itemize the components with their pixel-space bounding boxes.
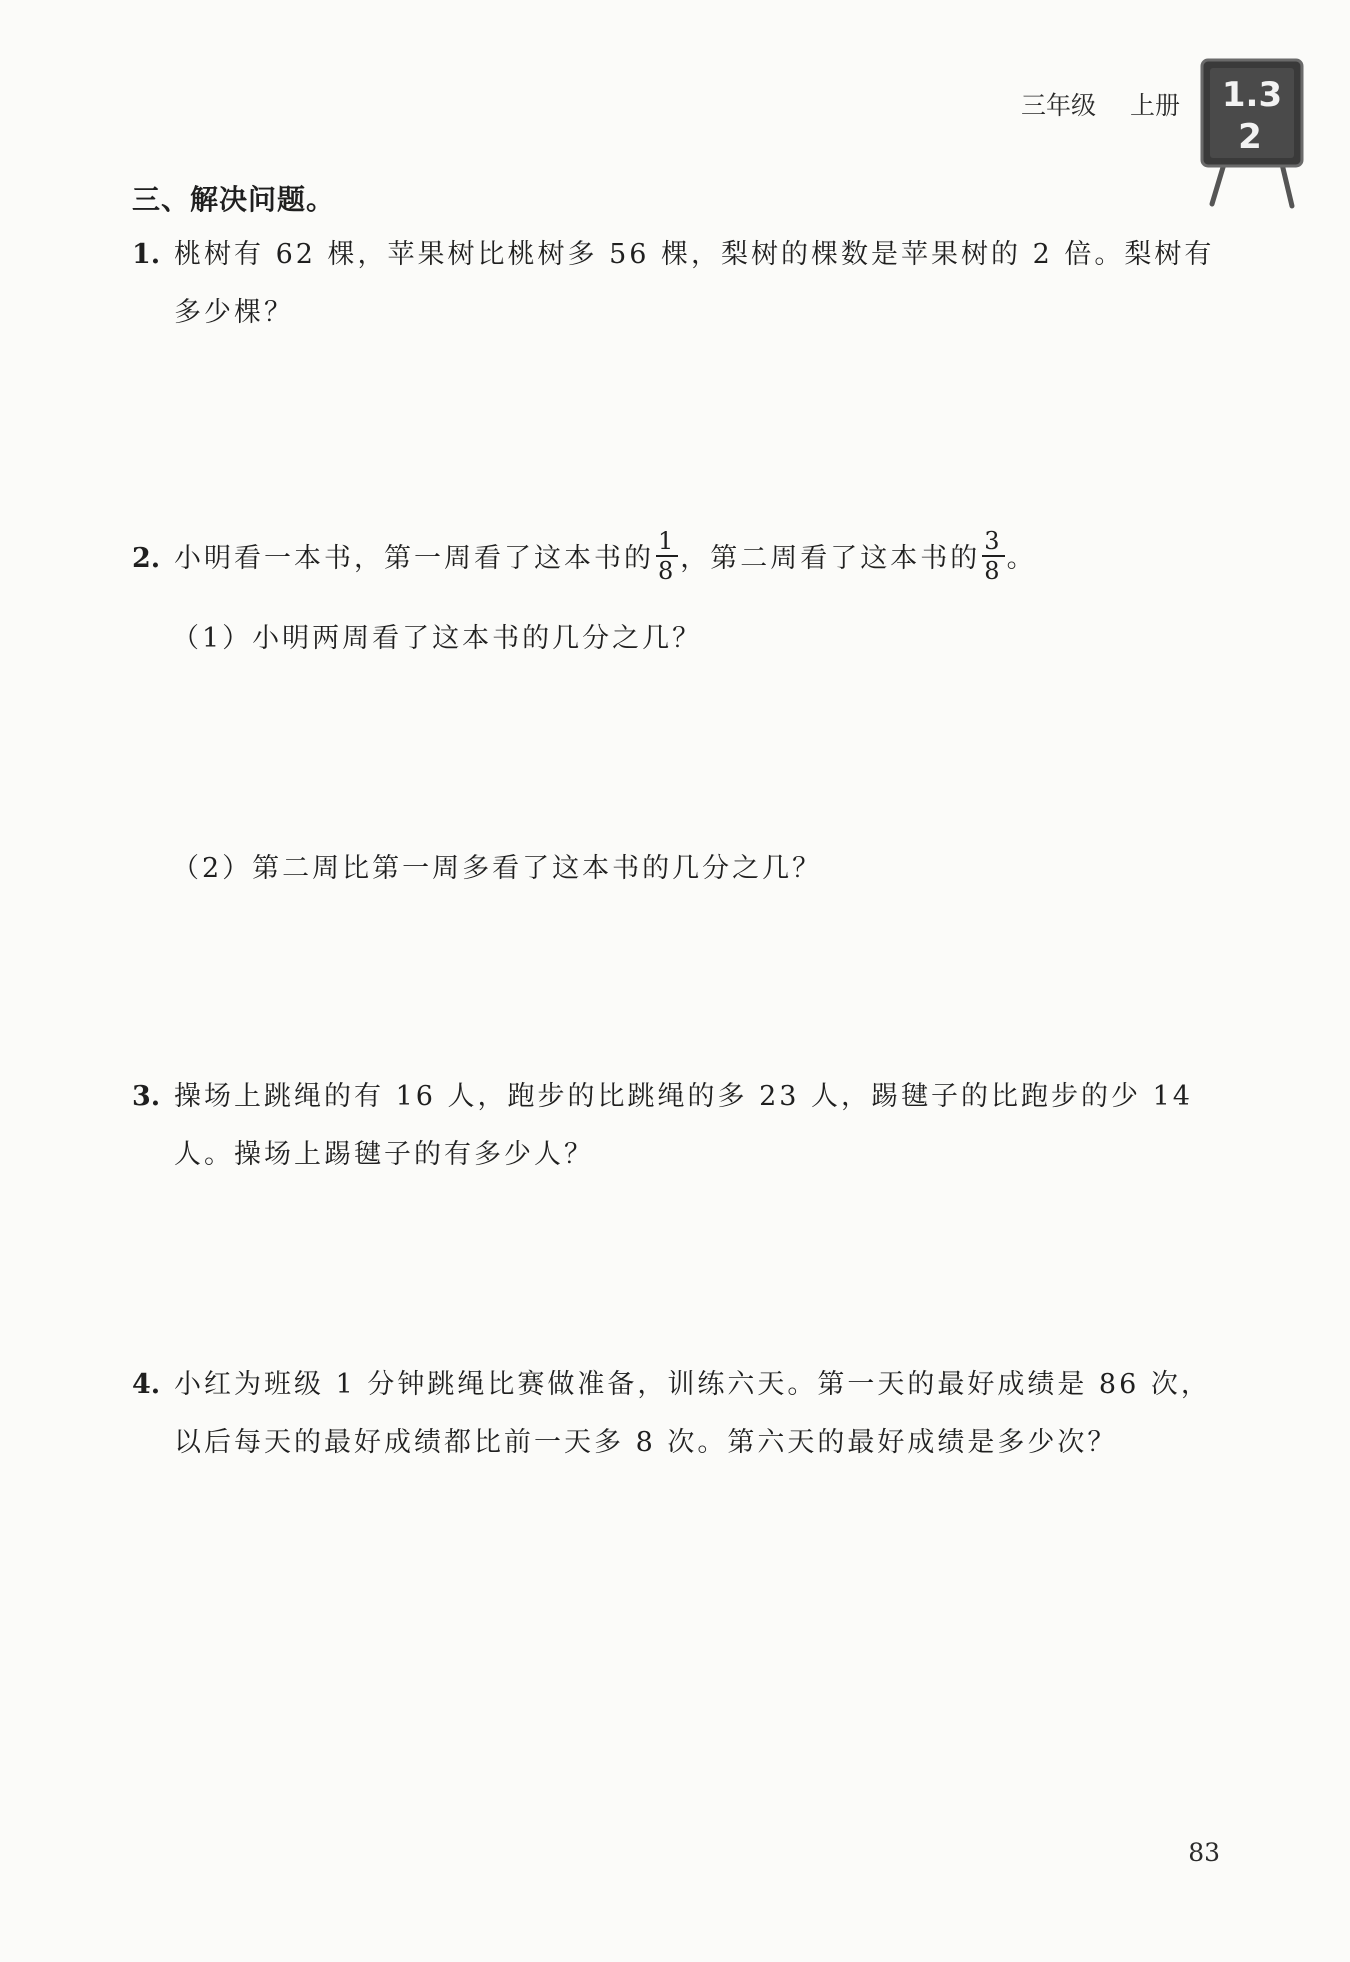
question-number: 4.: [132, 1369, 161, 1400]
question-text-part: ，第二周看了这本书的: [680, 543, 981, 574]
question-text-part: 。: [1006, 543, 1037, 574]
question-1: [132, 226, 1222, 342]
volume-label: 上册: [1129, 91, 1180, 120]
fraction-denominator: 8: [984, 556, 1003, 585]
question-text: 小红为班级 1 分钟跳绳比赛做准备，训练六天。第一天的最好成绩是 86 次，以后每天的最好成绩都比前一天多 8 次。第六天的最好成绩是多少次？: [174, 1369, 1211, 1458]
grade-label: 三年级: [1020, 91, 1096, 120]
question-text: [132, 526, 1222, 588]
fraction-numerator: 1: [658, 526, 677, 555]
question-text: 操场上跳绳的有 16 人，跑步的比跳绳的多 23 人，踢毽子的比跑步的少 14 人。操场上踢毽子的有多少人？: [174, 1081, 1193, 1170]
fraction-numerator: 3: [984, 526, 1003, 555]
page-header: [1021, 86, 1180, 122]
fraction-denominator: 8: [658, 556, 677, 585]
question-number: 2.: [132, 543, 161, 574]
question-2-sub-1: （1）小明两周看了这本书的几分之几？: [172, 623, 703, 654]
fraction-three-eighths: [982, 526, 1004, 585]
question-3: [132, 1068, 1222, 1184]
question-number: 3.: [132, 1081, 161, 1112]
page-number: 83: [1188, 1838, 1220, 1867]
question-2: [132, 526, 1222, 588]
question-text: 桃树有 62 棵，苹果树比桃树多 56 棵，梨树的棵数是苹果树的 2 倍。梨树有多少棵？: [174, 239, 1215, 328]
question-4: [132, 1356, 1222, 1472]
question-2-sub-2: （2）第二周比第一周多看了这本书的几分之几？: [172, 853, 823, 884]
fraction-one-eighth: [656, 526, 678, 585]
section-title: 三、解决问题。: [132, 183, 336, 216]
badge-bottom-text: 2: [1238, 117, 1262, 157]
chalkboard-logo: [1194, 54, 1314, 214]
question-number: 1.: [132, 239, 161, 270]
question-text-part: 小明看一本书，第一周看了这本书的: [174, 543, 654, 574]
badge-top-text: 1.3: [1221, 75, 1283, 115]
